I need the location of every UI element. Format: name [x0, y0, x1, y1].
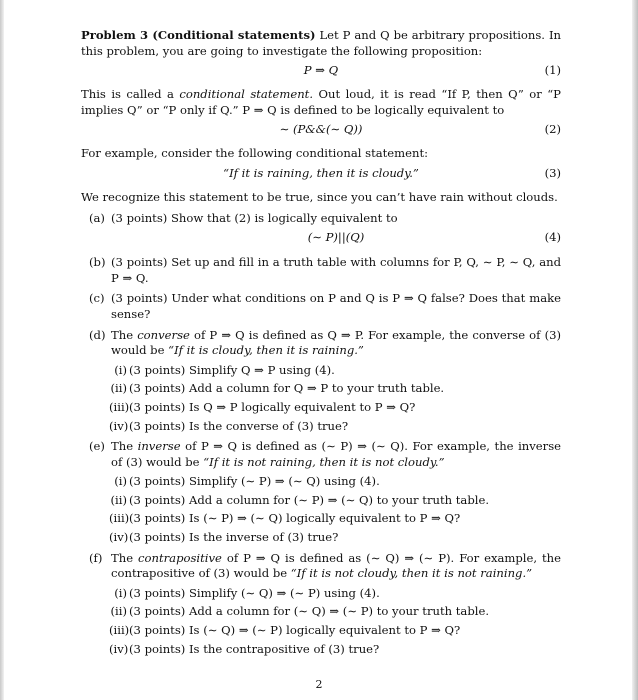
page-edge-left: [0, 0, 4, 700]
part-f: [81, 551, 561, 582]
sub-text: (3 points) Is Q ⇒ P logically equivalent to P ⇒ Q?: [129, 399, 416, 414]
part-e-text-start: The: [111, 439, 138, 454]
sub-text: (3 points) Is the contrapositive of (3) true?: [129, 641, 380, 656]
sub-text: (3 points) Simplify (∼ Q) ⇒ (∼ P) using (4).: [129, 585, 380, 600]
part-c-label: (c): [89, 291, 105, 306]
part-d: [81, 328, 561, 359]
part-f-text-start: The: [111, 550, 139, 565]
part-f-sub-iv: [81, 642, 561, 658]
equation-2-number: (2): [544, 122, 561, 137]
part-a-text: (3 points) Show that (2) is logically equivalent to: [111, 210, 398, 225]
equation-3-number: (3): [544, 165, 561, 180]
part-c: [81, 291, 561, 322]
part-a-label: (a): [89, 210, 105, 225]
equation-4: [111, 230, 561, 250]
sub-text: (3 points) Add a column for Q ⇒ P to your truth table.: [129, 381, 445, 396]
part-f-example: “If it is not cloudy, then it is not raining.”: [290, 566, 533, 581]
sub-label: (ii): [110, 381, 127, 396]
part-e-sub-ii: [81, 493, 561, 509]
term-inverse: inverse: [137, 439, 181, 454]
sub-text: (3 points) Is (∼ P) ⇒ (∼ Q) logically equivalent to P ⇒ Q?: [129, 511, 461, 526]
equation-3: [81, 166, 561, 186]
part-d-sub-iii: [81, 400, 561, 416]
sub-text: (3 points) Add a column for (∼ Q) ⇒ (∼ P) to your truth table.: [129, 604, 490, 619]
equation-2-expr: ∼ (P&&(∼ Q)): [279, 122, 363, 137]
definition-text-end: Out loud, it is read “If P, then Q” or “P implies Q” or “P only if Q.” P ⇒ Q is defined to be logically equivalent to: [81, 87, 561, 117]
sub-label: (iii): [109, 399, 130, 414]
part-d-text-start: The: [111, 327, 138, 342]
part-a: [81, 211, 561, 227]
part-f-label: (f): [89, 550, 103, 565]
part-e-example: “If it is not raining, then it is not cloudy.”: [203, 454, 445, 469]
part-f-sub-iii: [81, 623, 561, 639]
recognition-paragraph: We recognize this statement to be true, since you can’t have rain without clouds.: [81, 189, 558, 204]
equation-4-number: (4): [544, 230, 561, 245]
problem-body: [81, 28, 561, 657]
term-contrapositive: contrapositive: [138, 550, 222, 565]
term-converse: converse: [137, 327, 190, 342]
equation-1-number: (1): [544, 63, 561, 78]
part-e-subitems: [81, 474, 561, 545]
part-b-label: (b): [89, 255, 106, 270]
sub-text: (3 points) Is the inverse of (3) true?: [129, 530, 339, 545]
example-intro: For example, consider the following conditional statement:: [81, 146, 429, 161]
problem-heading: Problem 3 (Conditional statements): [81, 28, 316, 42]
part-d-sub-ii: [81, 381, 561, 397]
problem-intro: [81, 28, 561, 59]
part-f-sub-i: [81, 586, 561, 602]
definition-text-start: This is called a: [81, 87, 180, 102]
part-d-sub-i: [81, 363, 561, 379]
equation-1: [81, 63, 561, 83]
sub-text: (3 points) Simplify Q ⇒ P using (4).: [129, 362, 335, 377]
part-d-text-end: of P ⇒ Q is defined as Q ⇒ P. For example, the converse of (3) would be: [111, 327, 561, 358]
part-f-subitems: [81, 586, 561, 657]
part-b-text: (3 points) Set up and fill in a truth table with columns for P, Q, ∼ P, ∼ Q, and P ⇒ Q.: [111, 255, 561, 285]
definition-paragraph: [81, 87, 561, 118]
part-e-sub-i: [81, 474, 561, 490]
equation-2: [81, 122, 561, 142]
part-b: [81, 255, 561, 286]
sub-label: (i): [114, 474, 127, 489]
sub-label: (iv): [109, 530, 129, 545]
part-e-label: (e): [89, 439, 105, 454]
sub-label: (i): [114, 585, 127, 600]
sub-label: (iii): [109, 511, 130, 526]
sub-label: (i): [114, 362, 127, 377]
part-c-text: (3 points) Under what conditions on P and Q is P ⇒ Q false? Does that make sense?: [111, 291, 561, 321]
sub-label: (ii): [110, 604, 127, 619]
sub-label: (iv): [109, 641, 129, 656]
sub-label: (iii): [109, 623, 130, 638]
part-d-sub-iv: [81, 419, 561, 435]
equation-1-expr: P ⇒ Q: [303, 63, 339, 78]
sub-label: (iv): [109, 418, 129, 433]
sub-label: (ii): [110, 492, 127, 507]
page-number: 2: [315, 678, 323, 691]
part-d-label: (d): [89, 327, 106, 342]
term-conditional-statement: conditional statement.: [179, 87, 314, 102]
equation-3-expr: “If it is raining, then it is cloudy.”: [223, 165, 419, 180]
part-f-sub-ii: [81, 604, 561, 620]
part-e-text-end: of P ⇒ Q is defined as (∼ P) ⇒ (∼ Q). For example, the inverse of (3) would be: [111, 439, 562, 469]
part-e-sub-iii: [81, 511, 561, 527]
page-edge-right: [632, 0, 638, 700]
sub-text: (3 points) Is the converse of (3) true?: [129, 418, 349, 433]
intro-text: Let P and Q be arbitrary propositions. In this problem, you are going to investigate the following proposition:: [81, 28, 561, 58]
part-d-subitems: [81, 363, 561, 434]
sub-text: (3 points) Is (∼ Q) ⇒ (∼ P) logically equivalent to P ⇒ Q?: [129, 623, 461, 638]
part-f-text-end: of P ⇒ Q is defined as (∼ Q) ⇒ (∼ P). For example, the contrapositive of (3) would be: [111, 550, 562, 581]
part-e: [81, 439, 561, 470]
part-d-example: “If it is cloudy, then it is raining.”: [168, 343, 364, 358]
sub-text: (3 points) Simplify (∼ P) ⇒ (∼ Q) using (4).: [129, 474, 380, 489]
part-e-sub-iv: [81, 530, 561, 546]
sub-text: (3 points) Add a column for (∼ P) ⇒ (∼ Q) to your truth table.: [129, 492, 490, 507]
equation-4-expr: (∼ P)||(Q): [307, 230, 365, 245]
